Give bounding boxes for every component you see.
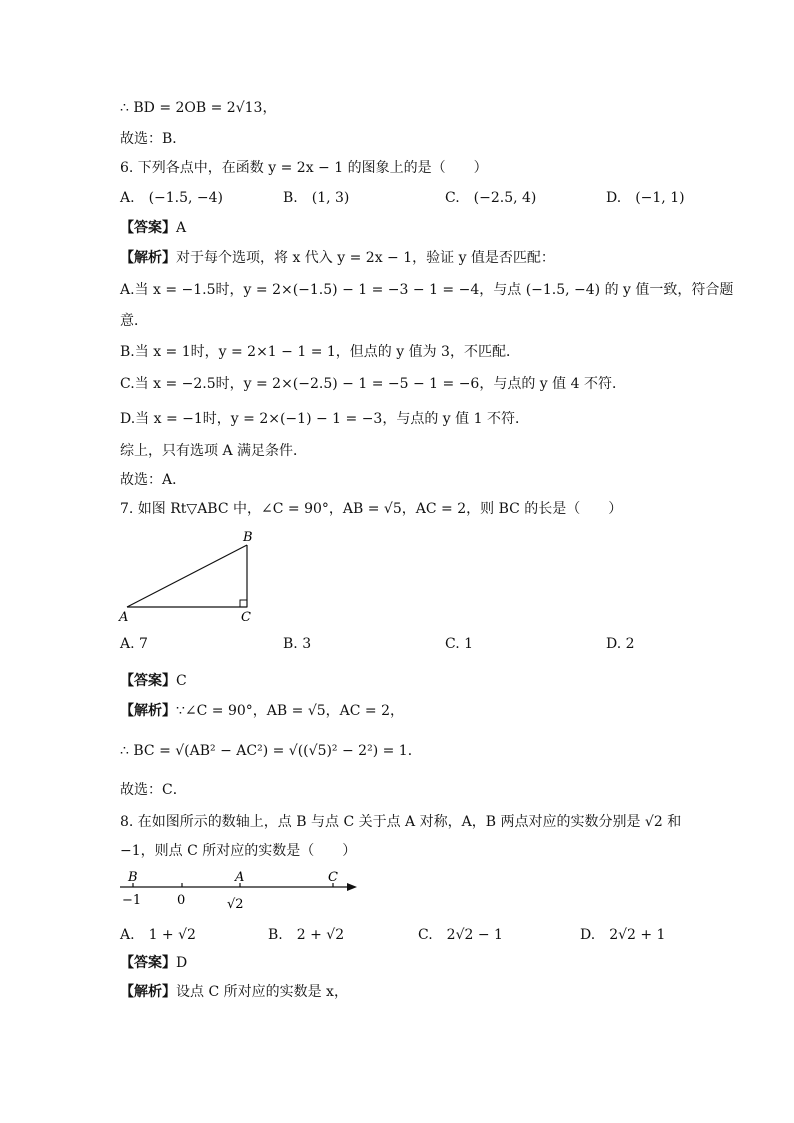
q8-answer: 【答案】D — [120, 955, 188, 971]
side-ab — [127, 545, 247, 607]
q8-option-c: C. 2√2 − 1 — [418, 927, 503, 943]
axis-arrow — [347, 883, 357, 891]
text-line: A.当 x = −1.5时，y = 2×(−1.5) − 1 = −3 − 1 = −4，与点 (−1.5, −4) 的 y 值一致，符合题 — [120, 282, 734, 298]
q6-option-d: D. (−1, 1) — [606, 190, 685, 206]
question-7: 7. 如图 Rt▽ABC 中，∠C = 90°，AB = √5，AC = 2，则 BC 的长是（ ） — [120, 501, 623, 517]
point-c-label: C — [328, 870, 338, 885]
vertex-a-label: A — [119, 610, 129, 625]
q6-answer: 【答案】A — [120, 220, 187, 236]
q7-option-a: A. 7 — [120, 636, 148, 652]
text-line: ∴ BD = 2OB = 2√13， — [120, 100, 277, 116]
text-line: 意． — [120, 313, 148, 329]
q8-option-a: A. 1 + √2 — [120, 927, 196, 943]
triangle-figure — [115, 527, 275, 627]
number-line-figure — [115, 866, 365, 914]
point-a-label: A — [235, 870, 245, 885]
tick-label-zero: 0 — [177, 893, 186, 908]
tick-label-sqrt2: √2 — [227, 897, 244, 912]
q7-explanation: 【解析】∵∠C = 90°，AB = √5，AC = 2， — [120, 703, 405, 719]
q7-option-c: C. 1 — [445, 636, 474, 652]
right-angle-mark — [240, 600, 247, 607]
q6-option-a: A. (−1.5, −4) — [120, 190, 224, 206]
question-8: 8. 在如图所示的数轴上，点 B 与点 C 关于点 A 对称，A，B 两点对应的实数分别是 √2 和 — [120, 814, 682, 830]
text-line: 综上，只有选项 A 满足条件． — [120, 443, 308, 459]
q7-option-b: B. 3 — [283, 636, 312, 652]
q8-option-b: B. 2 + √2 — [268, 927, 345, 943]
text-line: 故选：B． — [120, 131, 187, 147]
vertex-b-label: B — [243, 530, 253, 545]
point-b-label: B — [128, 870, 138, 885]
q7-answer: 【答案】C — [120, 673, 187, 689]
text-line: D.当 x = −1时，y = 2×(−1) − 1 = −3，与点的 y 值 1 不符． — [120, 411, 529, 427]
q7-calculation: ∴ BC = √(AB² − AC²) = √((√5)² − 2²) = 1． — [120, 743, 422, 759]
q8-explanation: 【解析】设点 C 所对应的实数是 x， — [120, 984, 348, 1000]
q6-explanation: 【解析】对于每个选项，将 x 代入 y = 2x − 1，验证 y 值是否匹配： — [120, 250, 555, 266]
tick-label-minus-one: −1 — [122, 893, 142, 908]
q6-option-c: C. (−2.5, 4) — [445, 190, 537, 206]
vertex-c-label: C — [241, 610, 251, 625]
text-line: −1，则点 C 所对应的实数是（ ） — [120, 843, 357, 859]
text-line: 故选：C． — [120, 782, 187, 798]
q7-option-d: D. 2 — [606, 636, 635, 652]
q6-option-b: B. (1, 3) — [283, 190, 350, 206]
text-line: 故选：A． — [120, 472, 187, 488]
text-line: C.当 x = −2.5时，y = 2×(−2.5) − 1 = −5 − 1 = −6，与点的 y 值 4 不符． — [120, 376, 626, 392]
question-6: 6. 下列各点中，在函数 y = 2x − 1 的图象上的是（ ） — [120, 160, 488, 176]
text-line: B.当 x = 1时，y = 2×1 − 1 = 1，但点的 y 值为 3，不匹配． — [120, 344, 520, 360]
q8-option-d: D. 2√2 + 1 — [580, 927, 666, 943]
